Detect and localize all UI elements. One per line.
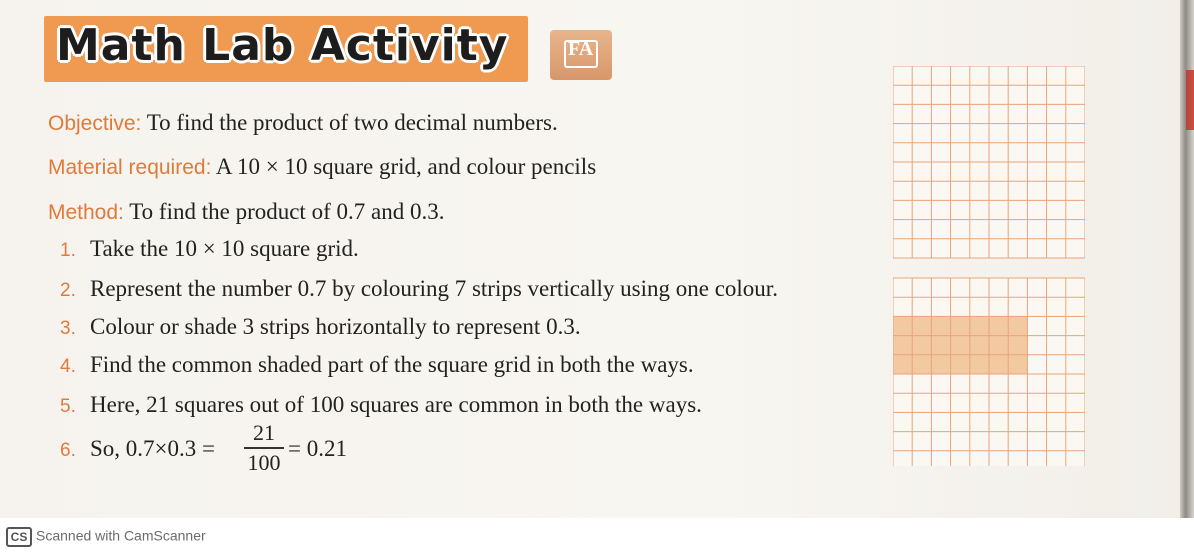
scanner-footer xyxy=(6,527,206,547)
step-text: Here, 21 squares out of 100 squares are common in both the ways. xyxy=(90,392,702,417)
step-item xyxy=(60,236,359,262)
step-text: Find the common shaded part of the square grid in both the ways. xyxy=(90,352,694,377)
step-number: 6. xyxy=(60,440,76,461)
objective-line xyxy=(48,110,558,136)
step-item xyxy=(60,276,778,302)
step-text: Colour or shade 3 strips horizontally to represent 0.3. xyxy=(90,314,581,339)
square-grid-svg xyxy=(893,66,1085,466)
step-number: 4. xyxy=(60,356,76,377)
page-edge-tab xyxy=(1186,70,1194,130)
step-item xyxy=(60,352,694,378)
material-line xyxy=(48,154,596,180)
shaded-region xyxy=(893,316,1027,374)
page-title: Math Lab Activity xyxy=(56,20,509,71)
method-text: To find the product of 0.7 and 0.3. xyxy=(123,199,445,224)
step-text: So, 0.7×0.3 = xyxy=(90,436,215,461)
step-number: 3. xyxy=(60,318,76,339)
step-number: 1. xyxy=(60,240,76,261)
step-item xyxy=(60,392,702,418)
fa-badge-icon xyxy=(550,30,612,80)
fraction-numerator: 21 xyxy=(253,420,275,445)
step-number: 5. xyxy=(60,396,76,417)
square-grid-figure xyxy=(893,66,1085,466)
scanner-text: Scanned with CamScanner xyxy=(36,527,206,544)
step-result: = 0.21 xyxy=(288,436,347,461)
step-item xyxy=(60,436,215,462)
step-item xyxy=(60,314,581,340)
method-line xyxy=(48,199,444,225)
fraction xyxy=(244,421,284,475)
fa-badge-letters: FA xyxy=(568,38,594,60)
objective-label: Objective: xyxy=(48,112,142,135)
method-label: Method: xyxy=(48,201,124,224)
objective-text: To find the product of two decimal numbers. xyxy=(141,110,558,135)
fraction-bar xyxy=(244,447,284,449)
step-text: Represent the number 0.7 by colouring 7 strips vertically using one colour. xyxy=(90,276,778,301)
fraction-denominator: 100 xyxy=(247,449,281,475)
material-text: A 10 × 10 square grid, and colour pencils xyxy=(211,154,597,179)
material-label: Material required: xyxy=(48,156,212,179)
camscanner-logo-icon: CS xyxy=(6,527,32,547)
step-text: Take the 10 × 10 square grid. xyxy=(90,236,359,261)
step-number: 2. xyxy=(60,280,76,301)
